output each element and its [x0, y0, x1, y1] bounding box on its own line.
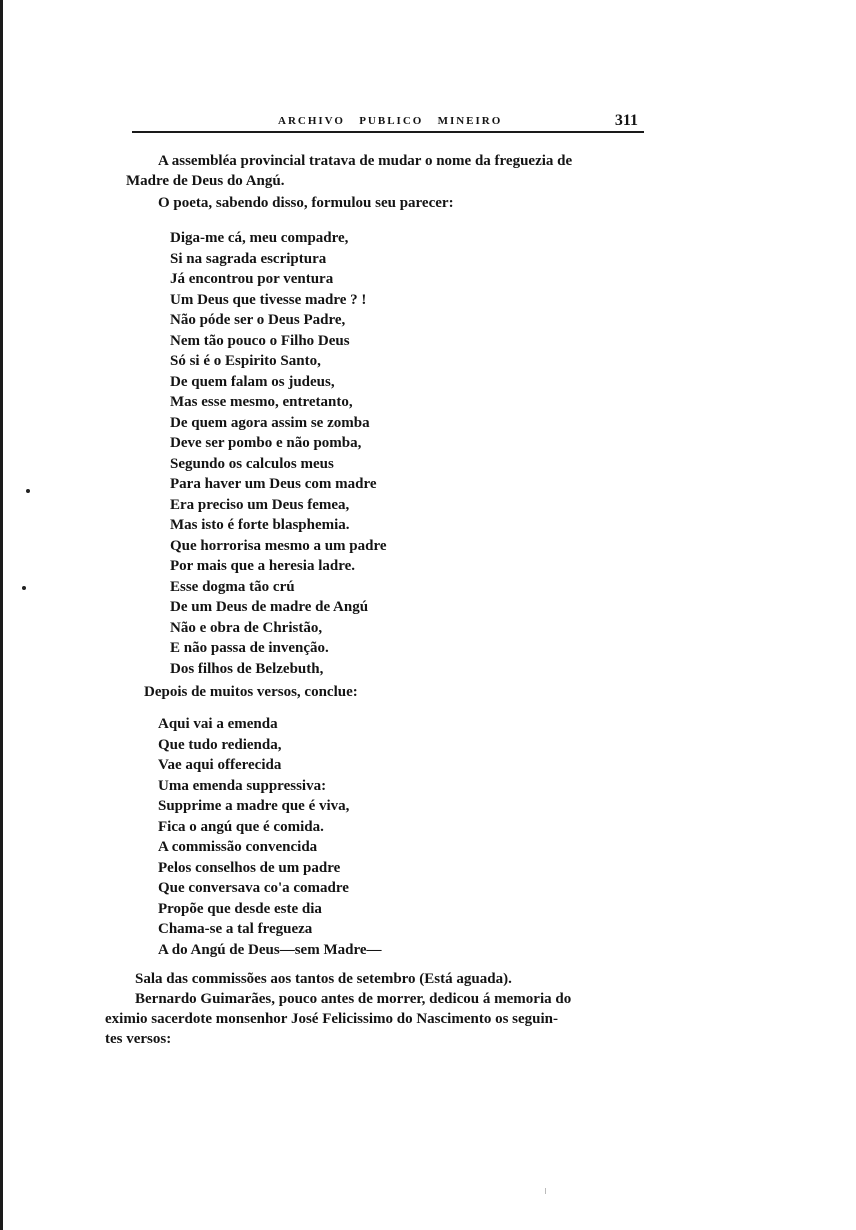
verse-line: Segundo os calculos meus	[170, 455, 334, 472]
verse-line: A do Angú de Deus—sem Madre—	[158, 941, 382, 958]
header-rule	[132, 131, 644, 133]
verse-line: Vae aqui offerecida	[158, 757, 282, 773]
running-header	[132, 112, 644, 136]
poem-first	[170, 228, 387, 679]
verse-line: Supprime a madre que é viva,	[158, 798, 350, 814]
page-left-edge	[0, 0, 3, 1230]
intro-line-2: Madre de Deus do Angú.	[126, 173, 285, 189]
verse-line: Para haver um Deus com madre	[170, 476, 377, 492]
verse-line: Nem tão pouco o Filho Deus	[170, 332, 350, 349]
closing-line-3: eximio sacerdote monsenhor José Felicissimo do Nascimento os seguin-	[105, 1011, 559, 1027]
margin-mark	[22, 586, 26, 590]
verse-line: Pelos conselhos de um padre	[158, 859, 341, 876]
verse-line: Era preciso um Deus femea,	[170, 496, 350, 513]
poem-second	[158, 714, 382, 960]
verse-line: Fica o angú que é comida.	[158, 818, 324, 835]
verse-line: Mas esse mesmo, entretanto,	[170, 394, 353, 410]
verse-line: Propõe que desde este dia	[158, 900, 322, 917]
verse-line: Deve ser pombo e não pomba,	[170, 435, 362, 451]
verse-line: Não e obra de Christão,	[170, 619, 323, 636]
verse-line: Esse dogma tão crú	[170, 578, 295, 595]
verse-line: Que conversava co'a comadre	[158, 880, 349, 896]
verse-line: Não póde ser o Deus Padre,	[170, 312, 346, 328]
closing-line-2: Bernardo Guimarães, pouco antes de morrer, dedicou á memoria do	[135, 991, 572, 1007]
verse-line: Que tudo redienda,	[158, 736, 282, 753]
verse-line: E não passa de invenção.	[170, 640, 329, 656]
verse-line: Dos filhos de Belzebuth,	[170, 660, 324, 677]
verse-line: A commissão convencida	[158, 839, 318, 855]
intro-line-1: A assembléa provincial tratava de mudar o nome da freguezia de	[158, 153, 573, 169]
closing-line-1: Sala das commissões aos tantos de setembro (Está aguada).	[135, 971, 512, 987]
verse-line: Si na sagrada escriptura	[170, 250, 327, 267]
closing-line-4: tes versos:	[105, 1031, 172, 1047]
verse-line: Que horrorisa mesmo a um padre	[170, 537, 387, 554]
verse-line: Mas isto é forte blasphemia.	[170, 517, 350, 533]
header-title: ARCHIVO PUBLICO MINEIRO	[278, 115, 503, 127]
transition-line: Depois de muitos versos, conclue:	[144, 684, 358, 700]
page-number: 311	[614, 112, 638, 129]
verse-line: Um Deus que tivesse madre ? !	[170, 291, 367, 308]
verse-line: De quem agora assim se zomba	[170, 414, 370, 431]
verse-line: De um Deus de madre de Angú	[170, 599, 369, 615]
intro-line-3: O poeta, sabendo disso, formulou seu parecer:	[158, 195, 454, 211]
verse-line: Só si é o Espirito Santo,	[170, 353, 321, 369]
scan-speck	[545, 1188, 546, 1194]
verse-line: Aqui vai a emenda	[158, 716, 278, 732]
verse-line: Uma emenda suppressiva:	[158, 777, 327, 794]
verse-line: Por mais que a heresia ladre.	[170, 558, 355, 574]
verse-line: Já encontrou por ventura	[170, 271, 334, 287]
verse-line: Diga-me cá, meu compadre,	[170, 230, 349, 246]
verse-line: Chama-se a tal fregueza	[158, 921, 313, 937]
margin-mark	[26, 489, 30, 493]
verse-line: De quem falam os judeus,	[170, 373, 335, 390]
